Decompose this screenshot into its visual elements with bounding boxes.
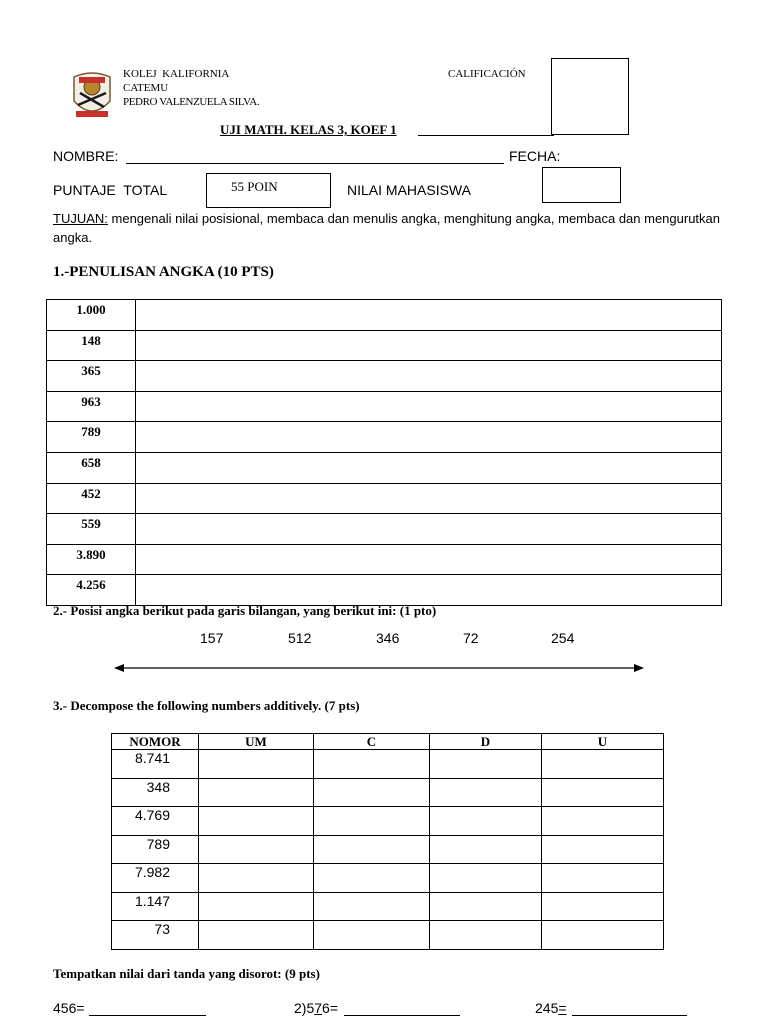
answer-cell-c[interactable] <box>314 892 430 921</box>
answer-cell[interactable] <box>136 330 722 361</box>
number-cell: 8.741 <box>112 750 199 779</box>
grade-label: CALIFICACIÓN <box>448 68 526 80</box>
number-line[interactable] <box>114 661 644 675</box>
table-row <box>112 892 664 921</box>
number-line-value: 512 <box>288 630 312 646</box>
answer-cell-um[interactable] <box>199 750 314 779</box>
number-cell: 365 <box>47 361 136 392</box>
answer-cell-um[interactable] <box>199 778 314 807</box>
school-name-line2: CATEMU <box>123 82 169 94</box>
table-row <box>112 921 664 950</box>
highlight-item-2-digit: 7 <box>314 1000 323 1016</box>
answer-cell-c[interactable] <box>314 864 430 893</box>
table-row <box>47 575 722 606</box>
highlight-item-2-prefix: 2)5 <box>294 1000 315 1016</box>
number-cell: 963 <box>47 391 136 422</box>
answer-cell-um[interactable] <box>199 921 314 950</box>
table-row <box>47 361 722 392</box>
number-line-value: 346 <box>376 630 400 646</box>
answer-cell-d[interactable] <box>430 778 542 807</box>
number-cell: 1.000 <box>47 300 136 331</box>
answer-cell-um[interactable] <box>199 835 314 864</box>
total-points-box <box>206 173 331 208</box>
table-row <box>112 835 664 864</box>
answer-cell[interactable] <box>136 575 722 606</box>
school-name-line3: PEDRO VALENZUELA SILVA. <box>123 96 260 108</box>
highlight-item-1-text: 456= <box>53 1000 85 1016</box>
answer-cell[interactable] <box>136 422 722 453</box>
number-line-value: 72 <box>463 630 479 646</box>
objective-label: TUJUAN: <box>53 211 108 226</box>
answer-cell[interactable] <box>136 483 722 514</box>
col-header-um: UM <box>199 734 314 750</box>
number-cell: 3.890 <box>47 544 136 575</box>
objective <box>53 209 749 247</box>
answer-cell-c[interactable] <box>314 921 430 950</box>
number-cell: 4.769 <box>112 807 199 836</box>
answer-cell-d[interactable] <box>430 864 542 893</box>
highlight-item-3-digit: = <box>558 1000 567 1016</box>
table-row <box>112 807 664 836</box>
number-cell: 789 <box>112 835 199 864</box>
highlight-answer-3[interactable] <box>572 1015 687 1016</box>
answer-cell[interactable] <box>136 544 722 575</box>
answer-cell-d[interactable] <box>430 892 542 921</box>
table-row <box>47 452 722 483</box>
table-row <box>47 514 722 545</box>
answer-cell-u[interactable] <box>542 892 664 921</box>
total-points-value: 55 POIN <box>231 179 278 194</box>
exam-title: UJI MATH. KELAS 3, KOEF 1 <box>220 122 397 137</box>
answer-cell-u[interactable] <box>542 750 664 779</box>
answer-cell[interactable] <box>136 300 722 331</box>
school-logo <box>70 71 114 119</box>
table-row <box>47 483 722 514</box>
answer-cell-d[interactable] <box>430 921 542 950</box>
section4-title: Tempatkan nilai dari tanda yang disorot: (9 pts) <box>53 966 320 981</box>
highlight-item-3-prefix: 245 <box>535 1000 559 1016</box>
section3-title: 3.- Decompose the following numbers additively. (7 pts) <box>53 698 360 713</box>
name-label: NOMBRE: <box>53 148 119 164</box>
answer-cell-d[interactable] <box>430 750 542 779</box>
writing-numbers-table <box>46 299 722 606</box>
answer-cell-u[interactable] <box>542 921 664 950</box>
answer-cell-um[interactable] <box>199 807 314 836</box>
number-line-value: 254 <box>551 630 575 646</box>
number-cell: 348 <box>112 778 199 807</box>
answer-cell-u[interactable] <box>542 864 664 893</box>
answer-cell-u[interactable] <box>542 778 664 807</box>
table-row <box>112 864 664 893</box>
answer-cell-c[interactable] <box>314 807 430 836</box>
title-underline <box>418 135 554 136</box>
table-row <box>47 391 722 422</box>
answer-cell[interactable] <box>136 514 722 545</box>
answer-cell-u[interactable] <box>542 807 664 836</box>
answer-cell-c[interactable] <box>314 750 430 779</box>
table-row <box>47 330 722 361</box>
decompose-table <box>111 733 664 950</box>
number-line-value: 157 <box>200 630 224 646</box>
answer-cell-d[interactable] <box>430 835 542 864</box>
answer-cell-um[interactable] <box>199 892 314 921</box>
highlight-answer-2[interactable] <box>344 1015 460 1016</box>
answer-cell[interactable] <box>136 361 722 392</box>
number-cell: 148 <box>47 330 136 361</box>
number-cell: 1.147 <box>112 892 199 921</box>
table-row <box>47 422 722 453</box>
table-row <box>47 544 722 575</box>
highlight-item-1 <box>53 1000 85 1016</box>
number-cell: 789 <box>47 422 136 453</box>
school-name-line1: KOLEJ KALIFORNIA <box>123 68 230 80</box>
answer-cell[interactable] <box>136 452 722 483</box>
col-header-c: C <box>314 734 430 750</box>
highlight-item-2-suffix: 6= <box>322 1000 338 1016</box>
col-header-d: D <box>430 734 542 750</box>
student-score-box[interactable] <box>542 167 621 203</box>
student-score-label: NILAI MAHASISWA <box>347 182 471 198</box>
answer-cell[interactable] <box>136 391 722 422</box>
col-header-nomor: NOMOR <box>112 734 199 750</box>
answer-cell-u[interactable] <box>542 835 664 864</box>
name-field[interactable] <box>126 163 504 164</box>
answer-cell-um[interactable] <box>199 864 314 893</box>
grade-box[interactable] <box>551 58 629 135</box>
table-row <box>112 750 664 779</box>
answer-cell-c[interactable] <box>314 778 430 807</box>
number-cell: 559 <box>47 514 136 545</box>
highlight-item-2 <box>294 1000 338 1016</box>
highlight-item-3 <box>535 1000 567 1016</box>
objective-text: mengenali nilai posisional, membaca dan menulis angka, menghitung angka, membaca dan mengurutkan angka. <box>53 211 720 245</box>
answer-cell-c[interactable] <box>314 835 430 864</box>
table-row <box>112 778 664 807</box>
date-label: FECHA: <box>509 148 561 164</box>
highlight-answer-1[interactable] <box>89 1015 206 1016</box>
col-header-u: U <box>542 734 664 750</box>
number-cell: 658 <box>47 452 136 483</box>
section2-title: 2.- Posisi angka berikut pada garis bilangan, yang berikut ini: (1 pto) <box>53 603 437 618</box>
table-row <box>47 300 722 331</box>
number-cell: 73 <box>112 921 199 950</box>
number-cell: 4.256 <box>47 575 136 606</box>
section1-title: 1.-PENULISAN ANGKA (10 PTS) <box>53 264 274 280</box>
total-points-label: PUNTAJE TOTAL <box>53 182 168 198</box>
number-cell: 7.982 <box>112 864 199 893</box>
answer-cell-d[interactable] <box>430 807 542 836</box>
number-cell: 452 <box>47 483 136 514</box>
